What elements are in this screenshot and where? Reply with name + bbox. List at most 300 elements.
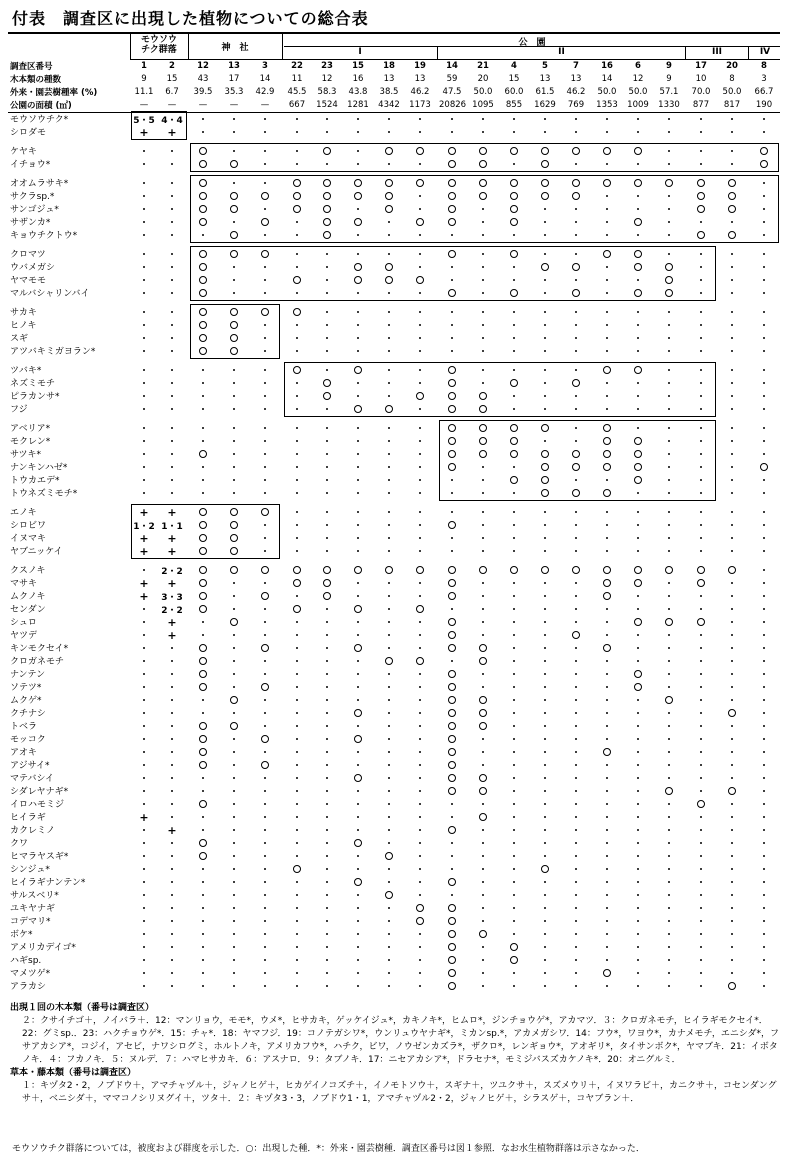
absent-dot — [419, 777, 421, 779]
absent-dot — [296, 621, 298, 623]
present-icon — [728, 205, 736, 213]
species-cell — [442, 979, 462, 991]
header-divider — [685, 47, 686, 60]
species-cell — [134, 576, 154, 588]
species-cell — [224, 602, 244, 614]
species-cell — [691, 112, 711, 124]
species-cell — [691, 228, 711, 240]
species-cell — [628, 810, 648, 822]
header-cell: 45.5 — [287, 87, 307, 97]
species-cell — [162, 286, 182, 298]
species-name: クスノキ — [10, 566, 46, 576]
present-icon — [603, 450, 611, 458]
species-cell — [162, 434, 182, 446]
species-cell — [659, 544, 679, 556]
species-cell — [754, 376, 774, 388]
header-cell: 18 — [383, 61, 395, 71]
species-cell — [193, 318, 213, 330]
species-cell — [566, 286, 586, 298]
present-icon — [603, 437, 611, 445]
absent-dot — [606, 311, 608, 313]
species-cell — [722, 810, 742, 822]
species-cell — [597, 628, 617, 640]
species-cell — [473, 344, 493, 356]
absent-dot — [388, 946, 390, 948]
species-cell — [535, 680, 555, 692]
species-cell — [193, 486, 213, 498]
present-icon — [572, 379, 580, 387]
species-cell — [754, 667, 774, 679]
absent-dot — [171, 253, 173, 255]
absent-dot — [419, 686, 421, 688]
species-cell — [722, 486, 742, 498]
absent-dot — [482, 946, 484, 948]
absent-dot — [388, 221, 390, 223]
absent-dot — [143, 699, 145, 701]
absent-dot — [296, 337, 298, 339]
absent-dot — [296, 408, 298, 410]
absent-dot — [233, 582, 235, 584]
absent-dot — [143, 395, 145, 397]
absent-dot — [763, 712, 765, 714]
species-name: サカキ — [10, 308, 37, 318]
species-cell — [255, 914, 275, 926]
header-cell: 17 — [228, 74, 240, 84]
species-cell — [224, 628, 244, 640]
present-icon — [199, 263, 207, 271]
present-icon — [479, 160, 487, 168]
species-cell — [162, 260, 182, 272]
present-icon — [416, 917, 424, 925]
species-cell — [410, 125, 430, 137]
species-cell — [597, 680, 617, 692]
species-cell — [379, 875, 399, 887]
species-cell — [162, 784, 182, 796]
absent-dot — [233, 292, 235, 294]
species-cell — [379, 157, 399, 169]
present-icon — [572, 463, 580, 471]
present-icon — [603, 489, 611, 497]
absent-dot — [296, 163, 298, 165]
absent-dot — [668, 673, 670, 675]
species-cell — [379, 667, 399, 679]
species-cell — [317, 389, 337, 401]
species-cell — [659, 979, 679, 991]
present-icon — [448, 787, 456, 795]
absent-dot — [513, 337, 515, 339]
absent-dot — [763, 537, 765, 539]
absent-dot — [763, 725, 765, 727]
species-name: ヤマモモ — [10, 276, 47, 286]
absent-dot — [575, 408, 577, 410]
species-cell — [162, 402, 182, 414]
species-cell — [348, 693, 368, 705]
present-icon — [323, 218, 331, 226]
absent-dot — [731, 946, 733, 948]
absent-dot — [419, 751, 421, 753]
species-cell — [193, 157, 213, 169]
present-icon — [416, 657, 424, 665]
species-cell — [597, 823, 617, 835]
species-cell — [317, 628, 337, 640]
absent-dot — [388, 337, 390, 339]
absent-dot — [544, 686, 546, 688]
species-cell — [348, 823, 368, 835]
species-cell — [754, 331, 774, 343]
species-cell — [722, 641, 742, 653]
present-icon — [230, 521, 238, 529]
species-cell — [535, 286, 555, 298]
absent-dot — [606, 324, 608, 326]
absent-dot — [296, 524, 298, 526]
absent-dot — [575, 163, 577, 165]
species-cell — [691, 732, 711, 744]
species-cell — [442, 641, 462, 653]
plus-mark: + — [139, 545, 149, 558]
absent-dot — [264, 868, 266, 870]
absent-dot — [388, 686, 390, 688]
present-icon — [448, 424, 456, 432]
present-icon — [354, 605, 362, 613]
species-cell — [410, 144, 430, 156]
species-cell — [317, 125, 337, 137]
species-cell — [379, 576, 399, 588]
species-cell — [597, 745, 617, 757]
absent-dot — [700, 382, 702, 384]
absent-dot — [700, 777, 702, 779]
species-cell — [566, 157, 586, 169]
absent-dot — [668, 608, 670, 610]
species-cell — [473, 460, 493, 472]
absent-dot — [482, 764, 484, 766]
absent-dot — [668, 234, 670, 236]
species-cell — [566, 402, 586, 414]
species-cell — [566, 589, 586, 601]
species-cell — [722, 927, 742, 939]
absent-dot — [326, 350, 328, 352]
absent-dot — [544, 660, 546, 662]
present-icon — [354, 405, 362, 413]
species-cell — [255, 927, 275, 939]
species-cell — [317, 518, 337, 530]
header-cell: 50.0 — [722, 87, 742, 97]
species-cell — [659, 331, 679, 343]
absent-dot — [763, 182, 765, 184]
absent-dot — [731, 634, 733, 636]
species-cell — [442, 421, 462, 433]
absent-dot — [606, 131, 608, 133]
species-cell — [255, 260, 275, 272]
absent-dot — [700, 946, 702, 948]
absent-dot — [482, 492, 484, 494]
species-cell — [504, 447, 524, 459]
absent-dot — [326, 647, 328, 649]
species-cell — [442, 784, 462, 796]
header-divider — [130, 33, 131, 60]
present-icon — [634, 437, 642, 445]
species-cell — [410, 732, 430, 744]
present-icon — [510, 450, 518, 458]
absent-dot — [264, 777, 266, 779]
species-cell — [379, 953, 399, 965]
species-cell — [348, 836, 368, 848]
species-cell — [348, 927, 368, 939]
absent-dot — [202, 920, 204, 922]
absent-dot — [233, 790, 235, 792]
species-cell — [255, 758, 275, 770]
absent-dot — [731, 686, 733, 688]
species-cell — [134, 389, 154, 401]
absent-dot — [357, 427, 359, 429]
absent-dot — [606, 524, 608, 526]
species-cell — [628, 576, 648, 588]
present-icon — [634, 179, 642, 187]
absent-dot — [637, 725, 639, 727]
absent-dot — [357, 163, 359, 165]
absent-dot — [296, 537, 298, 539]
woody-notes-heading: 出現１回の木本類（番号は調査区） — [10, 1003, 155, 1013]
present-icon — [448, 631, 456, 639]
absent-dot — [763, 920, 765, 922]
present-icon — [448, 579, 456, 587]
species-cell — [597, 914, 617, 926]
absent-dot — [419, 324, 421, 326]
absent-dot — [264, 946, 266, 948]
absent-dot — [763, 524, 765, 526]
header-cell: 817 — [723, 100, 741, 110]
absent-dot — [388, 673, 390, 675]
present-icon — [728, 231, 736, 239]
absent-dot — [763, 492, 765, 494]
species-cell — [348, 144, 368, 156]
absent-dot — [575, 842, 577, 844]
species-cell — [597, 286, 617, 298]
absent-dot — [233, 959, 235, 961]
species-cell — [754, 706, 774, 718]
absent-dot — [233, 842, 235, 844]
species-cell — [224, 849, 244, 861]
header-cell: 50.0 — [628, 87, 648, 97]
species-cell — [659, 376, 679, 388]
absent-dot — [513, 350, 515, 352]
absent-dot — [731, 764, 733, 766]
absent-dot — [513, 537, 515, 539]
species-cell — [442, 810, 462, 822]
species-cell — [754, 654, 774, 666]
species-cell — [566, 706, 586, 718]
species-cell — [379, 376, 399, 388]
absent-dot — [171, 337, 173, 339]
species-cell — [566, 421, 586, 433]
absent-dot — [233, 182, 235, 184]
header-cell: 4342 — [378, 100, 400, 110]
species-cell — [473, 215, 493, 227]
species-cell — [659, 434, 679, 446]
absent-dot — [171, 408, 173, 410]
species-cell — [504, 615, 524, 627]
species-cell — [659, 473, 679, 485]
species-cell — [566, 486, 586, 498]
absent-dot — [482, 621, 484, 623]
absent-dot — [264, 959, 266, 961]
absent-dot — [388, 868, 390, 870]
species-cell — [193, 531, 213, 543]
species-cell — [597, 953, 617, 965]
species-cell — [193, 344, 213, 356]
species-cell — [473, 719, 493, 731]
absent-dot — [143, 686, 145, 688]
absent-dot — [326, 686, 328, 688]
species-cell — [659, 176, 679, 188]
absent-dot — [700, 595, 702, 597]
absent-dot — [233, 985, 235, 987]
species-cell — [224, 927, 244, 939]
species-cell — [659, 157, 679, 169]
species-cell — [473, 940, 493, 952]
header-cell: — — [229, 100, 239, 110]
species-cell — [287, 563, 307, 575]
absent-dot — [763, 608, 765, 610]
species-name: ナンキンハゼ* — [10, 463, 68, 473]
absent-dot — [606, 907, 608, 909]
absent-dot — [264, 660, 266, 662]
absent-dot — [544, 324, 546, 326]
absent-dot — [763, 894, 765, 896]
absent-dot — [731, 803, 733, 805]
species-cell — [255, 667, 275, 679]
absent-dot — [544, 946, 546, 948]
absent-dot — [326, 550, 328, 552]
species-cell — [193, 260, 213, 272]
species-cell — [659, 654, 679, 666]
absent-dot — [451, 842, 453, 844]
absent-dot — [451, 479, 453, 481]
present-icon — [199, 748, 207, 756]
absent-dot — [482, 369, 484, 371]
species-cell — [597, 966, 617, 978]
absent-dot — [419, 803, 421, 805]
absent-dot — [575, 829, 577, 831]
species-cell — [691, 875, 711, 887]
header-cell: 1009 — [627, 100, 649, 110]
species-cell — [722, 940, 742, 952]
absent-dot — [606, 382, 608, 384]
absent-dot — [763, 803, 765, 805]
absent-dot — [606, 959, 608, 961]
absent-dot — [419, 311, 421, 313]
absent-dot — [668, 660, 670, 662]
species-cell — [255, 112, 275, 124]
species-cell — [255, 849, 275, 861]
absent-dot — [419, 163, 421, 165]
species-cell — [535, 732, 555, 744]
species-cell — [134, 563, 154, 575]
absent-dot — [233, 440, 235, 442]
species-cell — [162, 189, 182, 201]
present-icon — [572, 192, 580, 200]
species-cell — [535, 563, 555, 575]
absent-dot — [264, 479, 266, 481]
present-icon — [323, 566, 331, 574]
species-cell — [597, 460, 617, 472]
present-icon — [665, 289, 673, 297]
absent-dot — [451, 550, 453, 552]
absent-dot — [264, 855, 266, 857]
species-name: ヤブニッケイ — [10, 547, 63, 557]
absent-dot — [668, 221, 670, 223]
absent-dot — [544, 673, 546, 675]
species-cell — [410, 771, 430, 783]
absent-dot — [575, 881, 577, 883]
present-icon — [354, 566, 362, 574]
species-cell — [193, 402, 213, 414]
species-cell — [722, 862, 742, 874]
absent-dot — [763, 595, 765, 597]
species-cell — [162, 966, 182, 978]
present-icon — [448, 218, 456, 226]
absent-dot — [700, 369, 702, 371]
absent-dot — [171, 208, 173, 210]
species-cell — [691, 447, 711, 459]
species-cell — [159, 602, 185, 614]
species-cell — [348, 875, 368, 887]
absent-dot — [388, 881, 390, 883]
species-cell — [535, 144, 555, 156]
species-cell — [410, 979, 430, 991]
absent-dot — [763, 511, 765, 513]
species-cell — [754, 940, 774, 952]
species-cell — [134, 654, 154, 666]
present-icon — [541, 450, 549, 458]
absent-dot — [731, 266, 733, 268]
absent-dot — [668, 118, 670, 120]
species-cell — [162, 862, 182, 874]
absent-dot — [419, 816, 421, 818]
species-cell — [287, 719, 307, 731]
species-cell — [255, 363, 275, 375]
species-cell — [255, 215, 275, 227]
species-cell — [162, 927, 182, 939]
absent-dot — [171, 150, 173, 152]
species-cell — [255, 125, 275, 137]
species-cell — [535, 486, 555, 498]
absent-dot — [171, 725, 173, 727]
absent-dot — [513, 524, 515, 526]
absent-dot — [763, 881, 765, 883]
present-icon — [230, 205, 238, 213]
species-cell — [255, 784, 275, 796]
absent-dot — [419, 195, 421, 197]
present-icon — [448, 670, 456, 678]
absent-dot — [388, 369, 390, 371]
absent-dot — [700, 907, 702, 909]
species-cell — [224, 745, 244, 757]
species-cell — [659, 144, 679, 156]
absent-dot — [668, 803, 670, 805]
absent-dot — [606, 738, 608, 740]
species-cell — [659, 966, 679, 978]
species-cell — [722, 273, 742, 285]
species-cell — [224, 344, 244, 356]
absent-dot — [202, 382, 204, 384]
absent-dot — [606, 118, 608, 120]
species-cell — [224, 202, 244, 214]
absent-dot — [606, 881, 608, 883]
absent-dot — [544, 829, 546, 831]
species-cell — [535, 376, 555, 388]
present-icon — [199, 308, 207, 316]
header-cell: 1524 — [316, 100, 338, 110]
